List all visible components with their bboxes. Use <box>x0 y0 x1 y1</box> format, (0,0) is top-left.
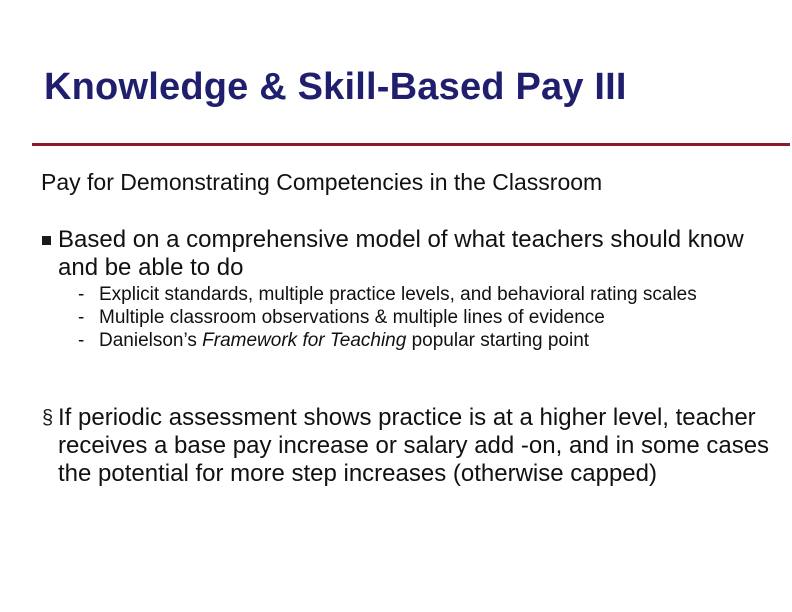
sub-bullet-text: Multiple classroom observations & multiple lines of evidence <box>99 307 605 328</box>
sub-bullet-text <box>99 330 589 351</box>
dash-bullet-icon: - <box>78 307 85 328</box>
bullet-text: If periodic assessment shows practice is at a higher level, teacher receives a base pay increase or salary add -on, and in some cases the potential for more step increases (otherwise capped) <box>58 404 770 487</box>
sub-bullet-text: Explicit standards, multiple practice levels, and behavioral rating scales <box>99 284 697 305</box>
bullet-item <box>42 226 772 282</box>
sub-bullet-item <box>78 283 768 306</box>
sub-bullet-text-start: Danielson’s <box>99 330 203 351</box>
section-bullet-icon: § <box>42 407 54 429</box>
slide-title: Knowledge & Skill-Based Pay III <box>44 66 627 108</box>
dash-bullet-icon: - <box>78 284 85 305</box>
square-bullet-icon <box>42 236 51 245</box>
sub-bullet-item <box>78 306 768 329</box>
bullet-item <box>42 404 772 488</box>
dash-bullet-icon: - <box>78 330 85 351</box>
slide-subtitle: Pay for Demonstrating Competencies in the Classroom <box>41 169 603 195</box>
sub-bullet-item <box>78 329 768 352</box>
title-divider <box>32 143 790 146</box>
book-title: Framework for Teaching <box>202 330 407 351</box>
bullet-text: Based on a comprehensive model of what teachers should know and be able to do <box>58 226 744 281</box>
sub-bullet-text-end: popular starting point <box>406 330 590 351</box>
sub-bullet-list <box>78 283 768 352</box>
